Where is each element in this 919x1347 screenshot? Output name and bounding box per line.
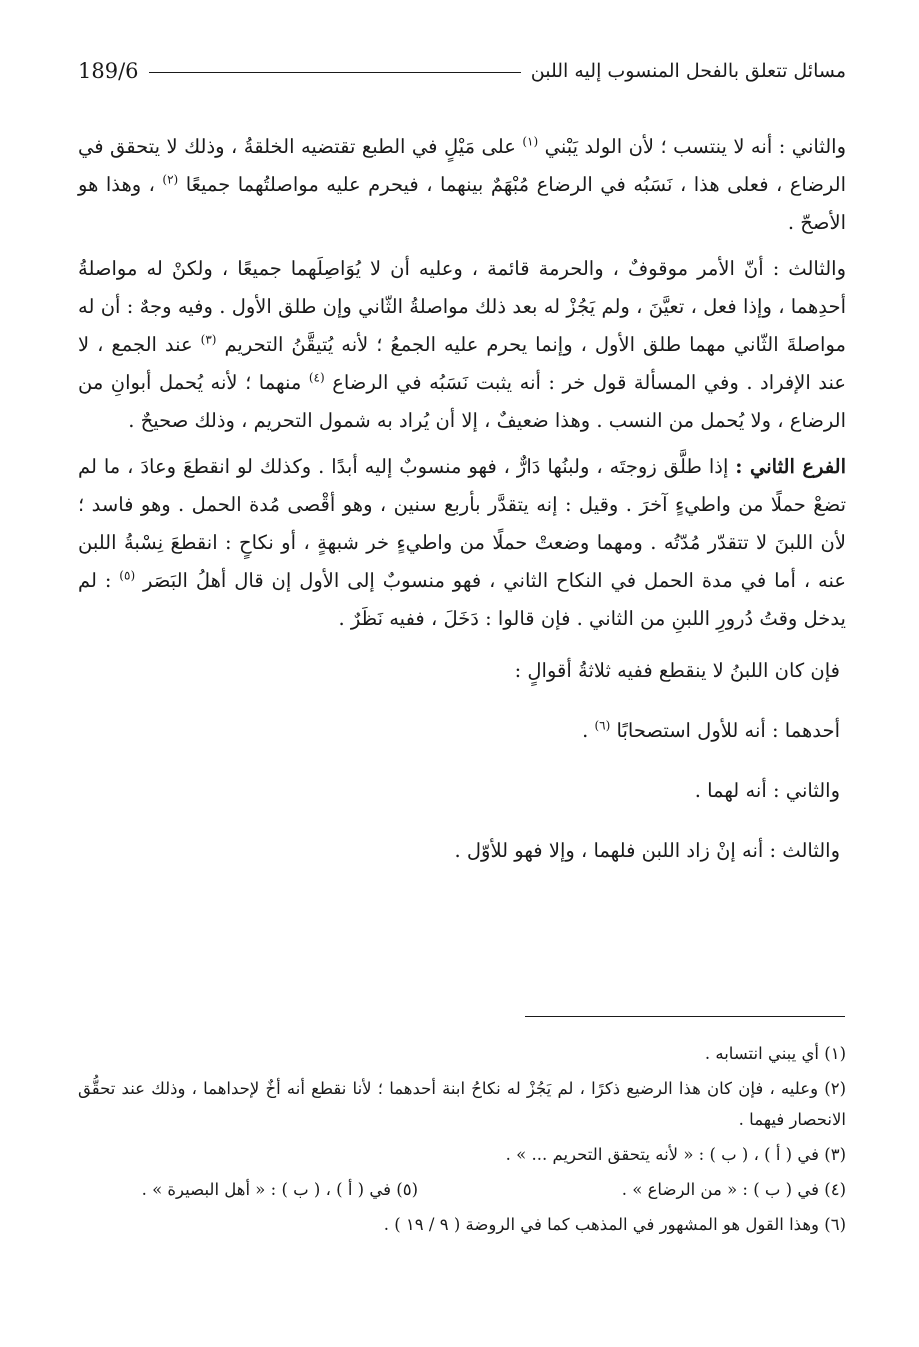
text-segment: . <box>582 719 589 742</box>
main-text <box>78 128 846 892</box>
text-segment: والثالث : أنّ الأمر موقوفٌ ، والحرمة قائمة ، وعليه أن لا يُوَاصِلَهما جميعًا ، ولكنْ له مواصلةُ أحدِهما ، وإذا فعل ، تعيَّنَ ، ولم يَجُزْ له بعد ذلك مواصلةُ الثّاني وإن طلق الأول . وفيه وجهٌ : أن له مواصلةَ الثّاني مهما طلق الأول ، وإنما يحرم عليه الجمعُ ؛ لأنه يُتيقَّنُ التحريم <box>78 257 846 356</box>
running-title: مسائل تتعلق بالفحل المنسوب إليه اللبن <box>530 60 846 82</box>
paragraph-2 <box>78 250 846 440</box>
text-segment: إذا طلَّق زوجتَه ، ولبنُها دَارٌّ ، فهو منسوبٌ إليه أبدًا . وكذلك لو انقطعَ وعادَ ، ما لم تضعْ حملًا من واطيءٍ آخرَ . وقيل : إنه يتقدَّر بأربع سنين ، وهو أقْصى مُدة الحمل . وهو فاسد ؛ لأن اللبنَ لا تتقدّر مُدّتُه . ومهما وضعتْ حملًا من واطيءٍ خر شبهةٍ ، أو نكاحٍ : انقطعَ نِسْبةُ اللبن عنه ، أما في مدة الحمل في النكاح الثاني ، فهو منسوبٌ إلى الأول إن قال أهلُ البَصَر <box>78 455 846 592</box>
footnote-ref-3: (٣) <box>200 332 217 347</box>
text-segment: عند الجمع ، لا عند الإفراد . وفي المسألة قول خر : أنه يثبت نَسَبُه في الرضاع <box>78 333 847 394</box>
footnote-3: (٣) في ( أ ) ، ( ب ) : « لأنه يتحقق التحريم ... » . <box>505 1145 846 1164</box>
page-header <box>78 56 846 86</box>
footnote-4: (٤) في ( ب ) : « من الرضاع » . <box>621 1180 846 1199</box>
footnote-ref-5: (٥) <box>119 568 136 583</box>
footnote-separator <box>525 1016 845 1017</box>
paragraph-3 <box>78 448 846 638</box>
page-number: 189/6 <box>78 59 139 83</box>
footnote-5: (٥) في ( أ ) ، ( ب ) : « أهل البصيرة » . <box>141 1180 418 1199</box>
opinions-intro: فإن كان اللبنُ لا ينقطع ففيه ثلاثةُ أقوالٍ : <box>514 659 840 682</box>
footnotes <box>78 1038 846 1244</box>
paragraph-1 <box>78 128 846 242</box>
opinion-2: والثاني : أنه لهما . <box>694 779 840 802</box>
text-segment: أحدهما : أنه للأول استصحابًا <box>616 719 840 742</box>
footnote-row <box>78 1174 846 1205</box>
text-segment: : لم يدخل وقتُ دُرورِ اللبنِ من الثاني . فإن قالوا : دَخَلَ ، ففيه نَظَرٌ . <box>78 569 846 630</box>
footnote-ref-2: (٢) <box>162 172 179 187</box>
text-segment: والثاني : أنه لا ينتسب ؛ لأن الولد يَبْني <box>544 135 846 158</box>
text-segment: على مَيْلٍ في الطبع تقتضيه الخلقةُ ، وذلك لا يتحقق في الرضاع ، فعلى هذا ، نَسَبُه في الرضاع مُبْهَمٌ بينهما ، فيحرم عليه مواصلتُهما جميعًا <box>78 135 847 196</box>
footnote-6: (٦) وهذا القول هو المشهور في المذهب كما في الروضة ( ٩ / ١٩ ) . <box>383 1215 846 1234</box>
header-rule <box>149 72 521 73</box>
footnote-1: (١) أي يبني انتسابه . <box>704 1044 846 1063</box>
footnote-ref-1: (١) <box>522 134 539 149</box>
text-segment: منهما ؛ لأنه يُحمل أبوانِ من الرضاع ، ولا يُحمل من النسب . وهذا ضعيفٌ ، إلا أن يُراد به شمول التحريم ، وذلك صحيحٌ . <box>78 371 846 432</box>
footnote-ref-4: (٤) <box>308 370 325 385</box>
footnote-2: (٢) وعليه ، فإن كان هذا الرضيع ذكرًا ، لم يَجُزْ له نكاحُ ابنة أحدهما ؛ لأنا نقطع أنه أخٌ لإحداهما ، وذلك عند تحقُّق الانحصار فيهما . <box>78 1079 846 1129</box>
opinion-1 <box>78 712 846 750</box>
opinion-3: والثالث : أنه إنْ زاد اللبن فلهما ، وإلا فهو للأوّل . <box>454 839 840 862</box>
footnote-ref-6: (٦) <box>594 718 611 733</box>
section-lead: الفرع الثاني : <box>735 455 846 478</box>
text-segment: ، وهذا هو الأصحّ . <box>78 173 846 234</box>
